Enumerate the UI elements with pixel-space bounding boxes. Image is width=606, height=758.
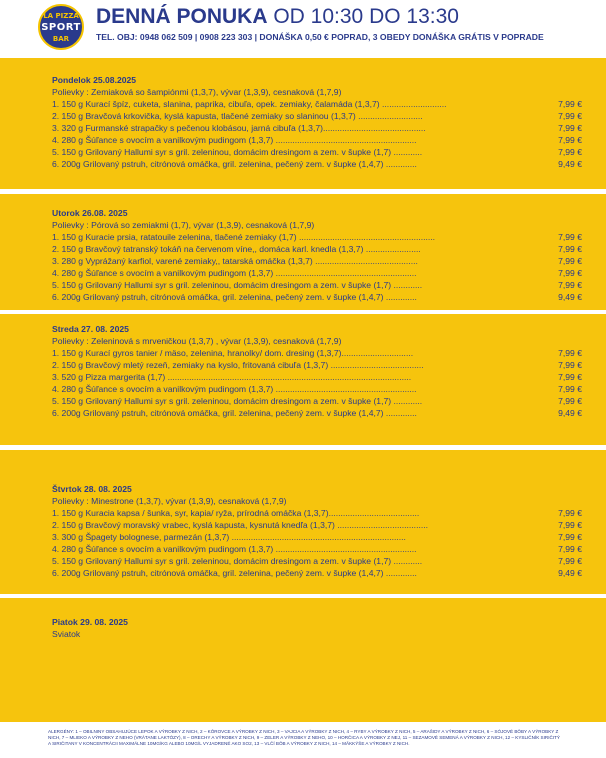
menu-item — [52, 243, 582, 255]
logo-line2: SPORT — [41, 22, 81, 33]
menu-item-text: 2. 150 g Bravčový mletý rezeň, zemiaky na kyslo, fritovaná cibuľa (1,3,7) ....................................... — [52, 360, 424, 370]
menu-item — [52, 395, 582, 407]
menu-item — [52, 359, 582, 371]
menu-item — [52, 146, 582, 158]
menu-item-text: 1. 150 g Kuracia kapsa / šunka, syr, kapia/ ryža, prírodná omáčka (1,3,7)...................................... — [52, 508, 420, 518]
logo-line1: LA PIZZA — [43, 12, 79, 20]
menu-item — [52, 543, 582, 555]
menu-item-price: 7,99 € — [558, 508, 582, 518]
menu-item-text: 5. 150 g Grilovaný Hallumi syr s gril. zeleninou, domácim dresingom a zem. v šupke (1,7) ............ — [52, 396, 423, 406]
menu-item — [52, 291, 582, 303]
menu-item-price: 7,99 € — [558, 111, 582, 121]
menu-item-price: 7,99 € — [558, 360, 582, 370]
menu-item-price: 7,99 € — [558, 244, 582, 254]
menu-item-price: 7,99 € — [558, 268, 582, 278]
menu-item-price: 7,99 € — [558, 232, 582, 242]
menu-item — [52, 347, 582, 359]
menu-item-text: 3. 300 g Špagety bolognese, parmezán (1,3,7) ......................................................................... — [52, 532, 406, 542]
day-friday — [52, 616, 582, 640]
menu-item-text: 1. 150 g Kuracie prsia, ratatouile zelenina, tlačené zemiaky (1,7) ......................................................... — [52, 232, 436, 242]
menu-item — [52, 555, 582, 567]
menu-item — [52, 122, 582, 134]
menu-item-price: 7,99 € — [558, 256, 582, 266]
menu-item-price: 9,49 € — [558, 408, 582, 418]
menu-item — [52, 255, 582, 267]
menu-item — [52, 110, 582, 122]
day-title: Pondelok 25.08.2025 — [52, 75, 137, 85]
header — [0, 0, 606, 52]
menu-item-text: 1. 150 g Kurací špíz, cuketa, slanina, paprika, cibuľa, opek. zemiaky, čalamáda (1,3,7) ........................... — [52, 99, 447, 109]
menu-item-text: 4. 280 g Šúľance s ovocím a vanilkovým pudingom (1,3,7) ........................................................... — [52, 384, 417, 394]
menu-item-price: 7,99 € — [558, 280, 582, 290]
menu-item-price: 7,99 € — [558, 556, 582, 566]
menu-item-price: 9,49 € — [558, 568, 582, 578]
menu-item — [52, 267, 582, 279]
soup-line: Polievky : Zeleninová s mrveničkou (1,3,7) , vývar (1,3,9), cesnaková (1,7,9) — [52, 336, 342, 346]
day-thursday — [52, 483, 582, 579]
menu-item-price: 7,99 € — [558, 396, 582, 406]
la-pizza-sport-bar-logo — [38, 4, 84, 50]
menu-item — [52, 507, 582, 519]
contact-info: TEL. OBJ: 0948 062 509 | 0908 223 303 | DONÁŠKA 0,50 € POPRAD, 3 OBEDY DONÁŠKA GRÁTIS V POPRADE — [96, 32, 544, 42]
menu-item-text: 6. 200g Grilovaný pstruh, citrónová omáčka, gril. zelenina, pečený zem. v šupke (1,4,7) ............. — [52, 568, 417, 578]
title-bold: DENNÁ PONUKA — [96, 5, 268, 28]
day-tuesday — [52, 207, 582, 303]
page-title — [96, 5, 459, 29]
menu-item-price: 7,99 € — [558, 532, 582, 542]
holiday-note: Sviatok — [52, 629, 81, 639]
menu-item-text: 2. 150 g Bravčový moravský vrabec, kyslá kapusta, kysnutá knedľa (1,3,7) ...................................... — [52, 520, 429, 530]
day-wednesday — [52, 323, 582, 419]
menu-item — [52, 158, 582, 170]
logo-line3: BAR — [52, 35, 70, 43]
menu-item-text: 4. 280 g Šúľance s ovocím a vanilkovým pudingom (1,3,7) ........................................................... — [52, 135, 417, 145]
menu-item-text: 3. 320 g Furmanské strapačky s pečenou klobásou, jarná cibuľa (1,3,7)........................................... — [52, 123, 426, 133]
menu-item-price: 7,99 € — [558, 135, 582, 145]
soup-line: Polievky : Zemiaková so šampiónmi (1,3,7), vývar (1,3,9), cesnaková (1,7,9) — [52, 87, 342, 97]
menu-item — [52, 519, 582, 531]
menu-item-price: 7,99 € — [558, 520, 582, 530]
day-monday — [52, 74, 582, 170]
menu-item-text: 1. 150 g Kurací gyros tanier / mäso, zelenina, hranolky/ dom. dresing (1,3,7).............................. — [52, 348, 414, 358]
menu-item-price: 9,49 € — [558, 159, 582, 169]
menu-item-text: 2. 150 g Bravčová krkovička, kyslá kapusta, tlačené zemiaky so slaninou (1,3,7) ........................... — [52, 111, 423, 121]
menu-item — [52, 279, 582, 291]
day-title: Utorok 26.08. 2025 — [52, 208, 128, 218]
menu-item-text: 6. 200g Grilovaný pstruh, citrónová omáčka, gril. zelenina, pečený zem. v šupke (1,4,7) ............. — [52, 292, 417, 302]
menu-item-price: 7,99 € — [558, 372, 582, 382]
menu-item — [52, 567, 582, 579]
menu-item-text: 6. 200g Grilovaný pstruh, citrónová omáčka, gril. zelenina, pečený zem. v šupke (1,4,7) ............. — [52, 159, 417, 169]
title-hours: OD 10:30 DO 13:30 — [267, 5, 459, 28]
menu-item-text: 5. 150 g Grilovaný Hallumi syr s gril. zeleninou, domácim dresingom a zem. v šupke (1,7) ............ — [52, 556, 423, 566]
soup-line: Polievky : Pórová so zemiakmi (1,7), vývar (1,3,9), cesnaková (1,7,9) — [52, 220, 315, 230]
menu-item-text: 3. 520 g Pizza margerita (1,7) ...................................................................................................... — [52, 372, 412, 382]
menu-item-text: 5. 150 g Grilovaný Hallumi syr s gril. zeleninou, domácim dresingom a zem. v šupke (1,7) ............ — [52, 280, 423, 290]
menu-item — [52, 407, 582, 419]
menu-item-price: 7,99 € — [558, 123, 582, 133]
menu-item-price: 9,49 € — [558, 292, 582, 302]
day-title: Štvrtok 28. 08. 2025 — [52, 484, 132, 494]
menu-item — [52, 531, 582, 543]
menu-item-price: 7,99 € — [558, 147, 582, 157]
menu-item-text: 5. 150 g Grilovaný Hallumi syr s gril. zeleninou, domácim dresingom a zem. v šupke (1,7) ............ — [52, 147, 423, 157]
soup-line: Polievky : Minestrone (1,3,7), vývar (1,3,9), cesnaková (1,7,9) — [52, 496, 287, 506]
allergens-footnote: ALERGÉNY: 1 – OBILNINY OBSAHUJÚCE LEPOK A VÝROBKY Z NICH, 2 – KÔROVCE A VÝROBKY Z NICH, 3 – VAJCIA A VÝROBKY Z NICH, 4 – RYBY A VÝROBKY Z NICH, 5 – ARAŠIDY A VÝROBKY Z NICH, 6 – SÓJOVÉ BÔBY A VÝROBKY Z NICH, 7 – MLIEKO A VÝROBKY Z NEHO (VRÁTANE LAKTÓZY), 8 – ORECHY A VÝROBKY Z NICH, 9 – ZELER A VÝROBKY Z NEHO, 10 – HORČICA A VÝROBKY Z NEJ, 11 – SEZAMOVÉ SEMENÁ A VÝROBKY Z NICH, 12 – KYSLIČNÍK SIRIČITÝ A SIRIČITANY V KONCENTRÁCII MAXIMÁLNE 10MG/KG ALEBO 10MG/L VYJADRENÉ AKO SO2, 13 – VLČÍ BÔB A VÝROBKY Z NICH, 14 – MÄKKÝŠE A VÝROBKY Z NICH. — [48, 729, 560, 746]
menu-item — [52, 383, 582, 395]
menu-item — [52, 231, 582, 243]
menu-item-text: 2. 150 g Bravčový tatranský tokáň na červenom víne,, domáca karl. knedla (1,3,7) ....................... — [52, 244, 421, 254]
menu-item — [52, 371, 582, 383]
menu-item-price: 7,99 € — [558, 348, 582, 358]
menu-item-text: 4. 280 g Šúľance s ovocím a vanilkovým pudingom (1,3,7) ........................................................... — [52, 544, 417, 554]
day-title: Piatok 29. 08. 2025 — [52, 617, 128, 627]
menu-item — [52, 134, 582, 146]
menu-item-price: 7,99 € — [558, 544, 582, 554]
menu-item — [52, 98, 582, 110]
menu-item-text: 4. 280 g Šúľance s ovocím a vanilkovým pudingom (1,3,7) ........................................................... — [52, 268, 417, 278]
menu-item-text: 6. 200g Grilovaný pstruh, citrónová omáčka, gril. zelenina, pečený zem. v šupke (1,4,7) ............. — [52, 408, 417, 418]
menu-item-text: 3. 280 g Vyprážaný karfiol, varené zemiaky,, tatarská omáčka (1,3,7) ........................................... — [52, 256, 418, 266]
menu-item-price: 7,99 € — [558, 99, 582, 109]
day-title: Streda 27. 08. 2025 — [52, 324, 129, 334]
menu-item-price: 7,99 € — [558, 384, 582, 394]
